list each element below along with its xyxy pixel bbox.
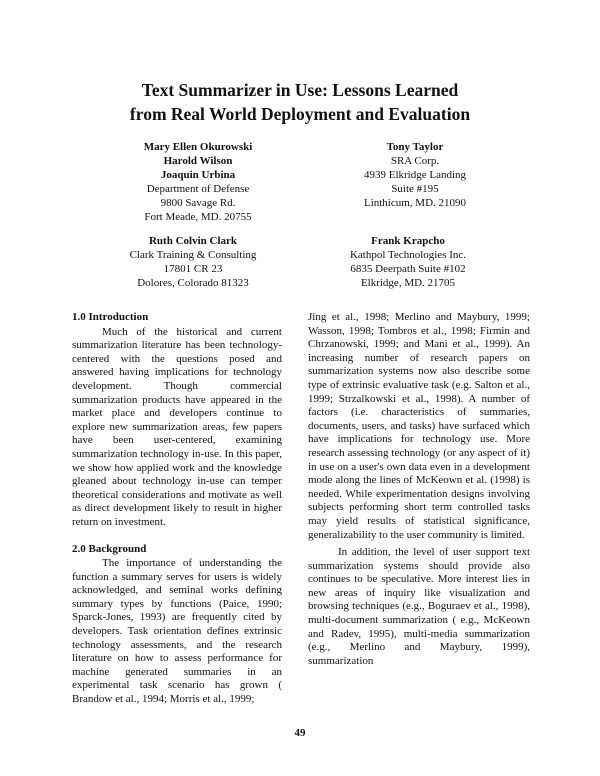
page-number: 49 [294,727,306,739]
address-line: 6835 Deerpath Suite #102 [350,263,466,275]
author-name: Frank Krapcho [371,235,445,247]
affiliation: Department of Defense [146,183,250,195]
title-line-2: from Real World Deployment and Evaluation [129,104,471,124]
author-name: Mary Ellen Okurowski [143,141,253,153]
address-line: 17801 CR 23 [163,263,223,275]
author-block-kathpol [318,234,498,290]
author-block-clark [103,234,283,290]
paper-title [0,78,600,126]
background-paragraph: The importance of understanding the function a summary serves for users is widely acknowledged, and seminal works defining summary types by functions (Paice, 1990; Sparck-Jones, 1993) are frequently cited by developers. Task orientation defines extrinsic technology assessments, and the research literature on how to assess performance for machine generated summaries in an experimental task scenario has grown ( Brandow et al., 1994; Morris et al., 1999; [72,557,282,706]
left-column [72,311,282,707]
address-line: Dolores, Colorado 81323 [137,277,249,289]
body-paragraph: Jing et al., 1998; Merlino and Maybury, 1999; Wasson, 1998; Tombros et al., 1998; Firmin and Chrzanowski, 1999; and Mani et al., 1999). An increasing number of research papers on summarization systems now also describe some type of extrinsic evaluative task (e.g. Salton et al., 1999; Strzalkowski et al., 1998). A number of factors (i.e. characteristics of summaries, documents, users, and tasks) have surfaced which have implications for technology use. More research assessing technology (or any aspect of it) in use on a user's own data even in a development mode along the lines of McKeown et al. (1998) is needed. While experimentation designs involving subjects performing short term controlled tasks may yield results of statistical significance, generalizability to the user community is limited. [308,311,530,541]
affiliation: Clark Training & Consulting [129,249,257,261]
author-name: Joaquin Urbina [160,169,236,181]
body-paragraph: In addition, the level of user support text summarization systems should provide also continues to be speculative. More interest lies in new areas of inquiry like visualization and browsing techniques (e.g., Boguraev et al., 1998), multi-document summarization ( e.g., McKeown and Radev, 1995), multi-media summarization (e.g., Merlino and Maybury, 1999), summarization [308,546,530,667]
author-block-sra [330,140,500,210]
intro-heading: 1.0 Introduction [72,311,149,323]
author-name: Tony Taylor [386,141,444,153]
affiliation: Kathpol Technologies Inc. [349,249,467,261]
author-name: Ruth Colvin Clark [148,235,238,247]
address-line: Elkridge, MD. 21705 [360,277,456,289]
address-line: Linthicum, MD. 21090 [363,197,467,209]
author-block-dod [108,140,288,224]
address-line: Fort Meade, MD. 20755 [144,211,252,223]
intro-paragraph: Much of the historical and current summarization literature has been technology-centered with the questions posed and answered having implications for technology development. Though commercial summarization products have appeared in the market place and developers continue to explore new summarization areas, few papers have been user-centered, examining summarization technology in-use. In this paper, we show how applied work and the knowledge gleaned about technology in-use can temper theoretical considerations and motivate as well as direct development likely to result in higher return on investment. [72,325,282,528]
author-name: Harold Wilson [163,155,233,167]
address-line: Suite #195 [391,183,439,195]
affiliation: SRA Corp. [390,155,440,167]
background-heading: 2.0 Background [72,542,147,555]
address-line: 9800 Savage Rd. [160,197,236,209]
title-line-1: Text Summarizer in Use: Lessons Learned [141,80,459,100]
right-column [308,311,530,668]
address-line: 4939 Elkridge Landing [363,169,467,181]
